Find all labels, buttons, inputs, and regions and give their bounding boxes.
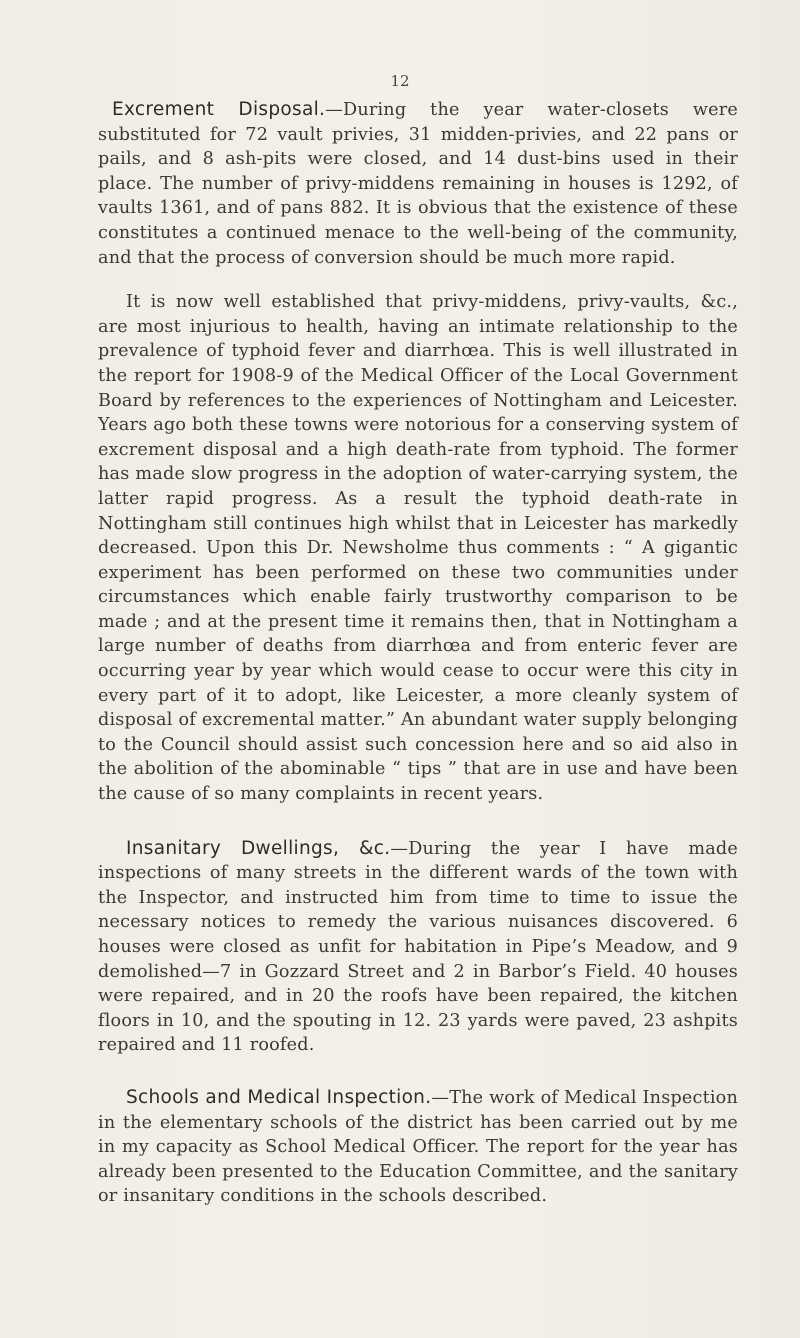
insanitary-dwellings-text: —During the year I have made inspections of many streets in the different wards of the town with the Inspector, and instructed him from time to time to issue the necessary notices to remedy the various nuisances discovered. 6 houses were closed as unfit for habitation in Pipe’s Meadow, and 9 demolished—7 in Gozzard Street and 2 in Barbor’s Field. 40 houses were repaired, and in 20 the roofs have been repaired, the kitchen floors in 10, and the spouting in 12. 23 yards were paved, 23 ashpits repaired and 11 roofed. bbox=[98, 838, 738, 1056]
section-heading-schools-medical-inspection: Schools and Medical Inspection. bbox=[126, 1086, 432, 1108]
section-heading-insanitary-dwellings: Insanitary Dwellings, &c. bbox=[126, 837, 391, 859]
excrement-disposal-text: —During the year water-closets were substituted for 72 vault privies, 31 midden-privies, and 22 pans or pails, and 8 ash-pits were closed, and 14 dust-bins used in their place. The number of privy-middens remaining in houses is 1292, of vaults 1361, and of pans 882. It is obvious that the existence of these constitutes a continued menace to the well-being of the community, and that the process of conversion should be much more rapid. bbox=[98, 100, 739, 268]
page-number: 12 bbox=[390, 72, 410, 90]
privy-middens-paragraph bbox=[98, 290, 738, 806]
privy-middens-text: It is now well established that privy-middens, privy-vaults, &c., are most injurious to health, having an intimate relationship to the prevalence of typhoid fever and diarrhœa. This is well illustrated in the report for 1908-9 of the Medical Officer of the Local Government Board by references to the experiences of Nottingham and Leicester. Years ago both these towns were notorious for a conserving system of excrement disposal and a high death-rate from typhoid. The former has made slow progress in the adoption of water-carrying system, the latter rapid progress. As a result the typhoid death-rate in Nottingham still continues high whilst that in Leicester has markedly decreased. Upon this Dr. Newsholme thus comments : “ A gigantic experiment has been performed on these two communities under circumstances which enable fairly trustworthy comparison to be made ; and at the present time it remains then, that in Nottingham a large number of deaths from diarrhœa and from enteric fever are occurring year by year which would cease to occur were this city in every part of it to adopt, like Leicester, a more cleanly system of disposal of excremental matter.” An abundant water supply belonging to the Council should assist such concession here and so aid also in the abolition of the abominable “ tips ” that are in use and have been the cause of so many complaints in recent years. bbox=[98, 292, 738, 805]
insanitary-dwellings-paragraph bbox=[98, 837, 738, 1058]
schools-medical-inspection-text: —The work of Medical Inspection in the elementary schools of the district has been carried out by me in my capacity as School Medical Officer. The report for the year has already been presented to the Education Committee, and the sanitary or insanitary conditions in the schools described. bbox=[98, 1087, 738, 1207]
page-body bbox=[98, 98, 738, 1229]
excrement-disposal-paragraph bbox=[98, 98, 738, 270]
section-heading-excrement-disposal: Excrement Disposal. bbox=[112, 99, 326, 120]
schools-medical-inspection-paragraph bbox=[98, 1086, 738, 1209]
